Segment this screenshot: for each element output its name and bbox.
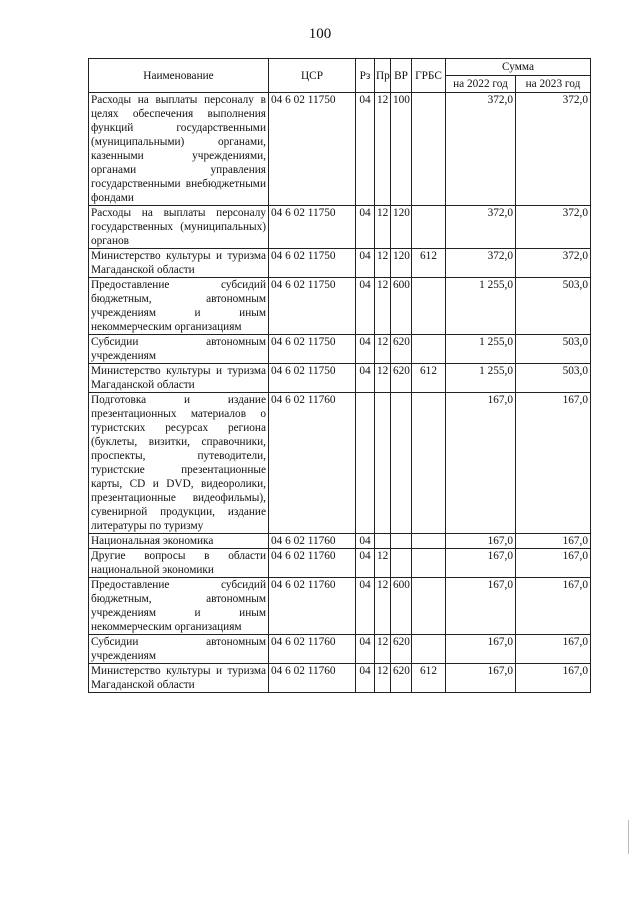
- table-row: [89, 664, 591, 693]
- cell-name: Другие вопросы в области национальной экономики: [89, 549, 269, 578]
- cell-name: Министерство культуры и туризма Магаданской области: [89, 249, 269, 278]
- cell-sum-2023: 372,0: [516, 93, 591, 206]
- cell-grbs: [412, 549, 446, 578]
- cell-rz: 04: [356, 335, 375, 364]
- cell-name: Предоставление субсидий бюджетным, автономным учреждениям и иным некоммерческим организациям: [89, 578, 269, 635]
- header-year-2023: на 2023 год: [516, 76, 591, 93]
- cell-vr: 120: [391, 249, 412, 278]
- cell-sum-2023: 167,0: [516, 549, 591, 578]
- page-number: 100: [308, 26, 332, 42]
- cell-name: Национальная экономика: [89, 534, 269, 549]
- cell-vr: [391, 534, 412, 549]
- cell-rz: 04: [356, 364, 375, 393]
- cell-sum-2023: 167,0: [516, 635, 591, 664]
- table-row: [89, 393, 591, 534]
- cell-sum-2022: 372,0: [446, 249, 516, 278]
- cell-vr: 100: [391, 93, 412, 206]
- cell-vr: 600: [391, 578, 412, 635]
- header-vr: ВР: [391, 59, 412, 93]
- cell-sum-2023: 503,0: [516, 278, 591, 335]
- cell-grbs: [412, 635, 446, 664]
- cell-rz: 04: [356, 93, 375, 206]
- cell-name: Министерство культуры и туризма Магаданской области: [89, 664, 269, 693]
- table-row: [89, 534, 591, 549]
- cell-vr: 620: [391, 635, 412, 664]
- table-row: [89, 635, 591, 664]
- cell-vr: 620: [391, 664, 412, 693]
- cell-sum-2023: 167,0: [516, 393, 591, 534]
- cell-vr: 620: [391, 335, 412, 364]
- cell-csr: 04 6 02 11760: [269, 578, 356, 635]
- cell-name: Субсидии автономным учреждениям: [89, 335, 269, 364]
- cell-pr: [375, 534, 391, 549]
- cell-rz: 04: [356, 549, 375, 578]
- cell-rz: 04: [356, 664, 375, 693]
- cell-grbs: 612: [412, 249, 446, 278]
- cell-name: Субсидии автономным учреждениям: [89, 635, 269, 664]
- cell-sum-2022: 372,0: [446, 93, 516, 206]
- table-row: [89, 278, 591, 335]
- cell-grbs: [412, 534, 446, 549]
- table-row: [89, 93, 591, 206]
- cell-pr: 12: [375, 364, 391, 393]
- cell-grbs: [412, 335, 446, 364]
- cell-name: Подготовка и издание презентационных материалов о туристских ресурсах региона (буклеты, визитки, справочники, проспекты, путеводители, туристские презентационные карты, CD и DVD, видеоролики, презентационные видеофильмы), сувенирной продукции, издание литературы по туризму: [89, 393, 269, 534]
- cell-sum-2022: 1 255,0: [446, 335, 516, 364]
- cell-pr: 12: [375, 278, 391, 335]
- cell-csr: 04 6 02 11760: [269, 635, 356, 664]
- cell-pr: [375, 393, 391, 534]
- cell-vr: [391, 549, 412, 578]
- table-body: [89, 93, 591, 693]
- cell-name: Расходы на выплаты персоналу государственных (муниципальных) органов: [89, 206, 269, 249]
- cell-csr: 04 6 02 11760: [269, 393, 356, 534]
- cell-sum-2022: 167,0: [446, 578, 516, 635]
- cell-name: Предоставление субсидий бюджетным, автономным учреждениям и иным некоммерческим организациям: [89, 278, 269, 335]
- cell-sum-2023: 167,0: [516, 664, 591, 693]
- cell-csr: 04 6 02 11750: [269, 364, 356, 393]
- cell-sum-2022: 167,0: [446, 664, 516, 693]
- header-csr: ЦСР: [269, 59, 356, 93]
- cell-grbs: [412, 393, 446, 534]
- cell-sum-2022: 167,0: [446, 549, 516, 578]
- header-rz: Рз: [356, 59, 375, 93]
- cell-sum-2023: 167,0: [516, 578, 591, 635]
- cell-grbs: [412, 578, 446, 635]
- header-grbs: ГРБС: [412, 59, 446, 93]
- cell-pr: 12: [375, 635, 391, 664]
- cell-sum-2022: 372,0: [446, 206, 516, 249]
- table-row: [89, 335, 591, 364]
- cell-sum-2022: 1 255,0: [446, 278, 516, 335]
- cell-rz: 04: [356, 534, 375, 549]
- cell-pr: 12: [375, 578, 391, 635]
- cell-rz: 04: [356, 278, 375, 335]
- cell-rz: [356, 393, 375, 534]
- cell-csr: 04 6 02 11750: [269, 335, 356, 364]
- cell-vr: 620: [391, 364, 412, 393]
- table-row: [89, 364, 591, 393]
- header-name: Наименование: [89, 59, 269, 93]
- cell-grbs: 612: [412, 664, 446, 693]
- cell-sum-2022: 1 255,0: [446, 364, 516, 393]
- cell-pr: 12: [375, 93, 391, 206]
- cell-sum-2023: 372,0: [516, 206, 591, 249]
- cell-vr: [391, 393, 412, 534]
- table-header-row: [89, 59, 591, 76]
- cell-grbs: [412, 206, 446, 249]
- header-sum: Сумма: [446, 59, 591, 76]
- table-row: [89, 206, 591, 249]
- table-row: [89, 578, 591, 635]
- table-row: [89, 549, 591, 578]
- cell-vr: 120: [391, 206, 412, 249]
- cell-vr: 600: [391, 278, 412, 335]
- cell-pr: 12: [375, 549, 391, 578]
- cell-csr: 04 6 02 11760: [269, 664, 356, 693]
- cell-sum-2023: 503,0: [516, 364, 591, 393]
- cell-grbs: [412, 93, 446, 206]
- cell-pr: 12: [375, 335, 391, 364]
- table-row: [89, 249, 591, 278]
- cell-sum-2022: 167,0: [446, 393, 516, 534]
- cell-sum-2023: 167,0: [516, 534, 591, 549]
- cell-pr: 12: [375, 206, 391, 249]
- cell-grbs: [412, 278, 446, 335]
- cell-rz: 04: [356, 206, 375, 249]
- cell-name: Министерство культуры и туризма Магаданской области: [89, 364, 269, 393]
- cell-csr: 04 6 02 11760: [269, 534, 356, 549]
- cell-grbs: 612: [412, 364, 446, 393]
- cell-rz: 04: [356, 578, 375, 635]
- cell-pr: 12: [375, 664, 391, 693]
- header-pr: Пр: [375, 59, 391, 93]
- cell-name: Расходы на выплаты персоналу в целях обеспечения выполнения функций государственными (муниципальными) органами, казенными учреждениями, органами управления государственными внебюджетными фондами: [89, 93, 269, 206]
- cell-rz: 04: [356, 635, 375, 664]
- cell-csr: 04 6 02 11760: [269, 549, 356, 578]
- cell-csr: 04 6 02 11750: [269, 278, 356, 335]
- cell-sum-2022: 167,0: [446, 534, 516, 549]
- cell-sum-2022: 167,0: [446, 635, 516, 664]
- cell-sum-2023: 503,0: [516, 335, 591, 364]
- cell-csr: 04 6 02 11750: [269, 206, 356, 249]
- cell-csr: 04 6 02 11750: [269, 93, 356, 206]
- cell-rz: 04: [356, 249, 375, 278]
- scan-edge-mark: [628, 820, 629, 854]
- cell-sum-2023: 372,0: [516, 249, 591, 278]
- budget-table: [88, 58, 591, 693]
- header-year-2022: на 2022 год: [446, 76, 516, 93]
- cell-csr: 04 6 02 11750: [269, 249, 356, 278]
- cell-pr: 12: [375, 249, 391, 278]
